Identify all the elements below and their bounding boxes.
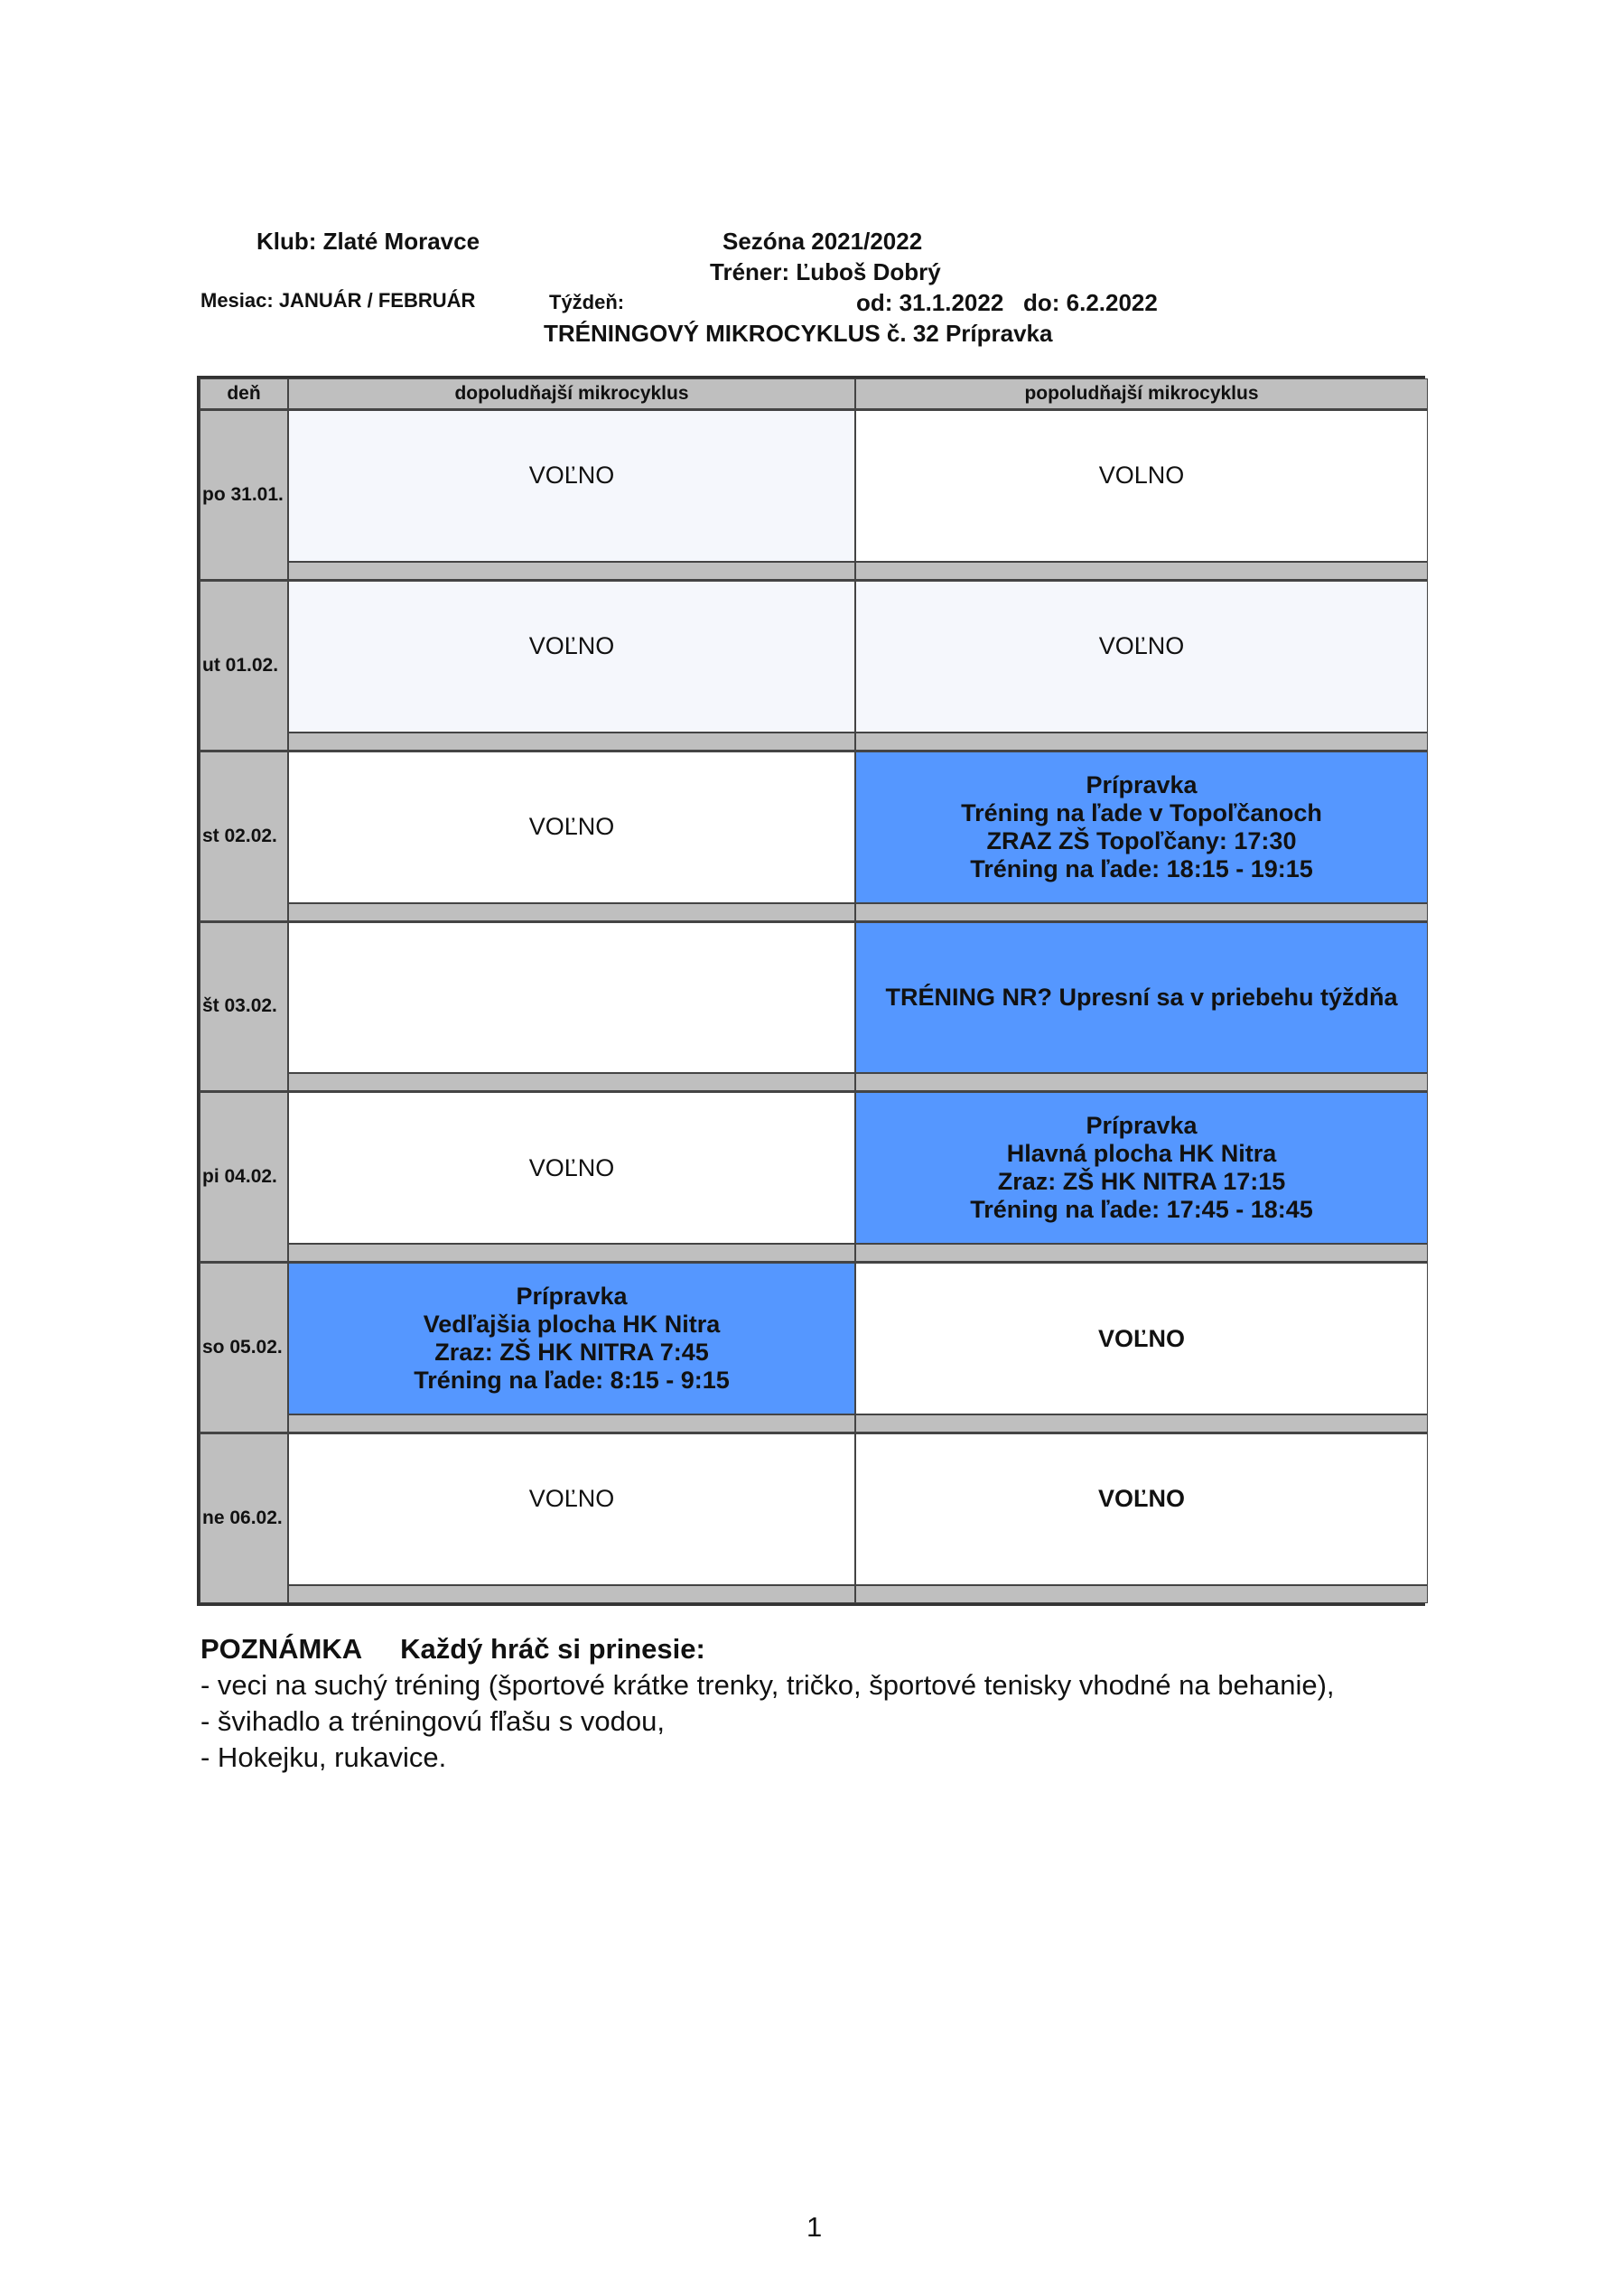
note-label: POZNÁMKA [200,1633,363,1665]
day-label: ne 06.02. [200,1433,288,1603]
season: Sezóna 2021/2022 [722,228,923,255]
cell-text: VOĽNO [856,582,1427,733]
note-section [200,1631,1335,1776]
day-label: st 02.02. [200,751,288,921]
cell-text: VOĽNO [289,1093,854,1245]
note-item: - veci na suchý tréning (športové krátke trenky, tričko, športové tenisky vhodné na behanie), [200,1669,1335,1701]
week-range: od: 31.1.2022 do: 6.2.2022 [856,289,1158,316]
cell-text: VOĽNO [289,1434,854,1586]
week-label: Týždeň: [549,291,625,313]
note-item: - Hokejku, rukavice. [200,1741,447,1773]
cell-text: VOĽNO [856,1264,1427,1415]
day-label: so 05.02. [200,1262,288,1433]
schedule-table [197,376,1425,1606]
header-day: deň [200,378,288,409]
afternoon-cell [855,1433,1428,1603]
coach: Tréner: Ľuboš Dobrý [710,258,941,285]
month: Mesiac: JANUÁR / FEBRUÁR [200,289,476,312]
day-label: pi 04.02. [200,1091,288,1262]
day-label: št 03.02. [200,921,288,1092]
afternoon-cell [855,921,1428,1092]
note-header [200,1631,1335,1667]
cell-text: Prípravka Tréning na ľade v Topoľčanoch ZRAZ ZŠ Topoľčany: 17:30 Tréning na ľade: 18:15 - 19:15 [856,752,1427,904]
header-afternoon: popoludňajší mikrocyklus [855,378,1428,409]
afternoon-cell [855,1262,1428,1433]
cell-text: Prípravka Vedľajšia plocha HK Nitra Zraz: ZŠ HK NITRA 7:45 Tréning na ľade: 8:15 - 9:15 [289,1264,854,1415]
page-number: 1 [806,2211,823,2243]
note-item: - švihadlo a tréningovú fľašu s vodou, [200,1705,665,1737]
morning-cell [288,1091,855,1262]
morning-cell [288,921,855,1092]
afternoon-cell [855,1091,1428,1262]
afternoon-cell [855,751,1428,921]
morning-cell [288,1433,855,1603]
page-title: TRÉNINGOVÝ MIKROCYKLUS č. 32 Prípravka [544,320,1053,347]
cell-text [289,923,854,1075]
morning-cell [288,409,855,580]
cell-text: VOĽNO [289,582,854,733]
day-label: ut 01.02. [200,580,288,751]
afternoon-cell [855,580,1428,751]
club-name: Klub: Zlaté Moravce [256,228,480,255]
morning-cell [288,1262,855,1433]
cell-text: VOLNO [856,411,1427,563]
cell-text: Prípravka Hlavná plocha HK Nitra Zraz: ZŠ HK NITRA 17:15 Tréning na ľade: 17:45 - 18:45 [856,1093,1427,1245]
note-heading: Každý hráč si prinesie: [400,1633,705,1665]
cell-text: TRÉNING NR? Upresní sa v priebehu týždňa [856,923,1427,1075]
cell-text: VOĽNO [856,1434,1427,1586]
cell-text: VOĽNO [289,752,854,904]
cell-text: VOĽNO [289,411,854,563]
day-label: po 31.01. [200,409,288,580]
morning-cell [288,580,855,751]
header-morning: dopoludňajší mikrocyklus [288,378,855,409]
morning-cell [288,751,855,921]
afternoon-cell [855,409,1428,580]
